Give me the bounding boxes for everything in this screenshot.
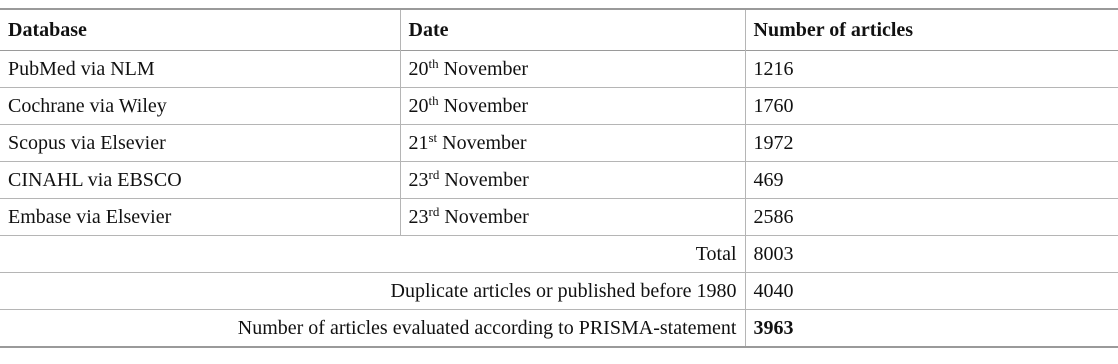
summary-value: 4040 <box>745 273 1118 310</box>
date-month: November <box>439 168 529 191</box>
count-cell: 1216 <box>745 51 1118 88</box>
header-row <box>0 9 1118 51</box>
table-row <box>0 125 1118 162</box>
date-day: 23 <box>408 205 429 228</box>
database-search-table <box>0 8 1118 348</box>
summary-row-total <box>0 236 1118 273</box>
summary-label: Total <box>695 242 737 265</box>
date-cell <box>400 125 745 162</box>
header-number-of-articles: Number of articles <box>745 9 1118 51</box>
date-suffix: rd <box>428 203 440 219</box>
summary-value: 8003 <box>745 236 1118 273</box>
database-cell: Cochrane via Wiley <box>8 94 167 117</box>
count-cell: 469 <box>745 162 1118 199</box>
date-day: 23 <box>408 168 429 191</box>
summary-value: 3963 <box>745 310 1118 348</box>
date-cell <box>400 51 745 88</box>
table-body <box>0 51 1118 348</box>
date-month: November <box>438 57 529 80</box>
table-row <box>0 51 1118 88</box>
date-suffix: th <box>428 92 439 108</box>
database-cell: Scopus via Elsevier <box>8 131 166 154</box>
date-day: 20 <box>408 57 429 80</box>
count-cell: 1760 <box>745 88 1118 125</box>
count-cell: 2586 <box>745 199 1118 236</box>
header-date: Date <box>400 9 745 51</box>
date-day: 21 <box>408 131 429 154</box>
database-cell: Embase via Elsevier <box>8 205 172 228</box>
date-cell <box>400 88 745 125</box>
table-header <box>0 9 1118 51</box>
date-day: 20 <box>408 94 429 117</box>
table-row <box>0 162 1118 199</box>
date-cell <box>400 199 745 236</box>
date-month: November <box>439 205 529 228</box>
date-suffix: th <box>428 55 439 71</box>
date-cell <box>400 162 745 199</box>
summary-label: Number of articles evaluated according to PRISMA-statement <box>237 316 737 339</box>
header-database: Database <box>8 18 87 41</box>
date-month: November <box>437 131 527 154</box>
summary-label: Duplicate articles or published before 1980 <box>390 279 737 302</box>
table-row <box>0 199 1118 236</box>
table-row <box>0 88 1118 125</box>
date-suffix: rd <box>428 166 440 182</box>
database-cell: PubMed via NLM <box>8 57 155 80</box>
date-month: November <box>438 94 529 117</box>
date-suffix: st <box>428 129 438 145</box>
summary-row-duplicates <box>0 273 1118 310</box>
database-cell: CINAHL via EBSCO <box>8 168 182 191</box>
summary-row-evaluated <box>0 310 1118 348</box>
count-cell: 1972 <box>745 125 1118 162</box>
